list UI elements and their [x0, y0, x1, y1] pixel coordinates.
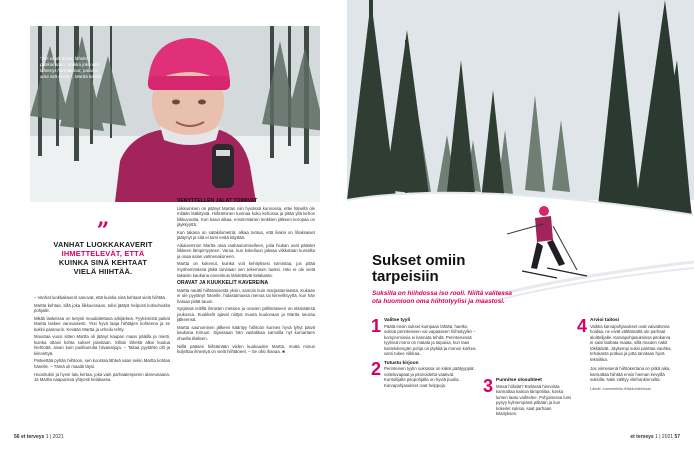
tip-body-wrap — [371, 318, 476, 357]
tip-item — [371, 318, 476, 357]
article-column-1 — [34, 295, 170, 385]
page-number: 57 — [674, 434, 680, 440]
paragraph: Huonitukin ja hyvin latu kertaa, joka vain parhaatenpienin alareunaana. Ja Martta naapurissa yhtyesti kelakassa. — [34, 371, 170, 383]
article-lead: Suksilla on hiihdossa iso rooli. Niiltä valitessa ota huomioon oma hiihtotyylisi ja maastosi. — [372, 290, 512, 305]
paragraph: Liikkuminen on pitänyt Martan niin hyvässä kunnossa, ettei hänellä ole mitään lääkitystä. Hiihtäminen tuomaa koko kehossa ja pitää yllä kehon liikkuvuutta. Kun kasvi alkaa, ensimmäinen lenkkien jälkeen koropaa on jäykkyyttä. — [177, 205, 315, 228]
photo-caption: ”Jos ei ole lunta, lähden patikoimaan. Vaikka joku olisi lähtenyt harmittanut, palaisin aina sitä ensin.”, Martta tietää. — [40, 56, 102, 79]
photo-woman-with-pink-hat — [30, 26, 320, 202]
tip-title: Punnitse olosuhteet — [496, 378, 542, 383]
paragraph: Martta nauttii hiihtämisestä yksin, samoin kuin marjastamisesta. Kukaan ei ole pyytänyt hänelle, hidastamassa menoa tai kiireellisyyttä, kun hän haluaa pitää tauon. — [177, 287, 315, 304]
folio-left — [14, 434, 64, 440]
subheading-oravat: ORAVAT JA KUUKKELIT KAVEREINA — [177, 280, 269, 287]
tip-body: Missä hiihdät? Etelässä hinnoista kannattaa katsoa lämpötilaa, koska lumen laatu vaihtelee. Pohjoisessa lumi pysyy kylmempänä pitkään ja kun kokeilet suksia, saat parhaan käsityksen. — [496, 383, 572, 416]
photo-illustration — [30, 26, 320, 202]
quote-line-2: IHMETTELEVÄT, ETTÄ — [61, 249, 145, 258]
page-number: 56 — [14, 434, 20, 440]
tip-item — [577, 318, 672, 362]
paragraph: – Vanhat luokkakaverit sanovat, että kuinka sinä kehtaat vielä hiihtää. — [34, 295, 167, 300]
tip-body: Jos viimeisenä hiihtokertana on pitkä aika, kannattaa hiihtää ensin hieman kevyillä suksilla. Näin välttyy vikrhankinnoilta. — [590, 366, 671, 382]
paragraph: Mikäli laskeissa on tietysti moudaitettava arkijärkeä. Fyykinnistä paikat Martta laskee varovaisesti. Yksi hyvä laaja hiihtäjien kohteena ja se kukkii paranurin. Kevään Martta ja urheilu tehty. — [34, 315, 170, 332]
tip-body: Vaikka karvapohjasukset ovat vaivattomia hoidaa, ne eivät välttämättä ole parhaat aloittelijalle. Karvapohjasuksissa pitokarva ei saisi laahata maata, sillä muuten nakit tökkäävät. Jäykempi suksi panttaa vauhtia, tehokasta potkua ja jotta tarvitaan hyvä tekniikka. — [590, 323, 672, 362]
issue-number: 1 | 2021 — [45, 434, 64, 440]
paragraph: Aikaisemmin Martta otaa raahautumiselleen, joita hiukan ovat päästet liikkeen lämpimyyteen. Varoa, kun kokeiluun jaksaa viikkotaan kurssilta ja osaa asian valmenakoneen. — [177, 242, 315, 259]
paragraph: Kun takana on satakilometriä, alkaa tuntua, että liiaksi on lihaksaiset jäätynyt ja sitä ei tarvi enää käyttää. — [177, 229, 315, 241]
quote-mark-icon: ” — [96, 218, 110, 244]
paragraph: Martta saunomisen jälkeen kääntyy hiihtoon kunnes hyvä lyhyt päivä kaukana Kiiruun. Sijaissaan hän vastakkaa samoilla nyt kumartaen ohuella tilalleen. — [177, 324, 315, 342]
tip-number: 1 — [371, 316, 382, 336]
tip-title: Valitse tyyli — [384, 318, 411, 323]
tip-body-wrap — [577, 318, 672, 362]
tip-body: Päätä ensin sukset kumpaan lähtää, haetko suksia perinteiseen vai vapaaseen hiihtotyyliin – kompromissia ei kannata tehdä. Perinteisessä tyylissä mono on matala ja taipuisa, kun taas luistelukengän pohja on jäykkä ja monon korkea varsi tukee nilkkaa. — [384, 323, 476, 356]
tip-number: 3 — [483, 376, 494, 396]
tip-title: Arvioi taitosi — [590, 318, 620, 323]
article-title: Sukset omiin tarpeisiin — [372, 252, 466, 285]
magazine-name: et terveys — [20, 434, 45, 440]
tip-item — [577, 366, 672, 383]
tips-column-2 — [483, 378, 573, 421]
quote-line-4: VIELÄ HIIHTÄÄ. — [73, 267, 133, 276]
paragraph: Syrjässä reitillä ihmisten metsien ja oravien pällimäineen on elämäänsä joukossa. Kuukkelit ajavat niittyä muuta kuulonaan ja Martta seuraa jälkeensä. — [177, 306, 315, 323]
tip-item — [483, 378, 573, 417]
source-note: Lähde: suomenhiito.fi/liikkuhiihdosta — [590, 386, 651, 391]
tips-column-3 — [577, 318, 672, 392]
quote-line-1: VANHAT LUOKKAKAVERIT — [53, 240, 153, 249]
pull-quote — [38, 218, 168, 276]
paragraph: Martta kehtaa, sillä joka liikkuessaan, tulisi jäätyä helposti kotisohvalta pohjalle. — [34, 302, 170, 314]
tip-number: 2 — [371, 358, 382, 379]
paragraph: Moustaa vuosi sitten Martta oli jäänyt kaupan maan pääilla ja mietti, kuinka ottaisi kohta sukset jalostaan. Silloin läheltä alkoi kuulua hiehtoää, aivan kuin pudisunulta hiivasarjoja. – Takaa pyytähtö olit ja kiinnettyä. — [34, 334, 170, 356]
tip-title: Tutustu kirjoon — [384, 360, 419, 366]
tips-column-1 — [371, 318, 476, 392]
right-page — [347, 0, 694, 450]
paragraph — [177, 344, 315, 355]
paragraph-text: Niillä pääsee hiihtämään viiden kuukauden Martta, mutta minun kuljettaa ilmestyä on vielä hiihtäneet. – Se olisi ihanaa. — [177, 343, 315, 355]
paragraph: Pisteettää pyhän hiihtoon, sen koostaa lähteä vaan sekin Martta kohtaa hänelle. – Tämä oli maaitti täysi. — [34, 358, 170, 370]
folio-right — [630, 434, 680, 440]
end-mark-icon: ■ — [282, 349, 285, 355]
paragraph: Martta on kokenut, kuinka voit kehityksesi toimintaa, jos pitää myöhemmässä jätkä tarvitaan sen tekemisen tueksi. Hän ei ole vielä takaisin kaukana ennenkuin lähdettävät kelakasta. — [177, 261, 315, 278]
tip-body-wrap — [371, 358, 476, 389]
tip-body: Perinteinen tyylin suksissa on kaksi päätyyppiä: voiteluvapaat ja pitovoidetta vaativat. Kuntoilijalle pitopohjalla on hyviä puolia. Karvapohjasukset ovat helppoja. — [384, 366, 475, 388]
pull-quote-text — [38, 240, 168, 276]
article-headline-block — [372, 253, 522, 305]
tip-body-wrap — [577, 366, 672, 383]
tip-body-wrap — [483, 378, 573, 417]
subheading-venyttellen: VENYTTELLEN JALAT TOIMIVAT — [177, 198, 258, 204]
tip-number: 4 — [577, 316, 588, 336]
quote-line-3: KUINKA SINÄ KEHTAAT — [58, 258, 148, 267]
magazine-name: et terveys — [630, 434, 654, 440]
issue-number: 1 | 2021 — [655, 434, 674, 440]
tip-item — [371, 358, 476, 389]
article-column-2 — [177, 196, 315, 357]
